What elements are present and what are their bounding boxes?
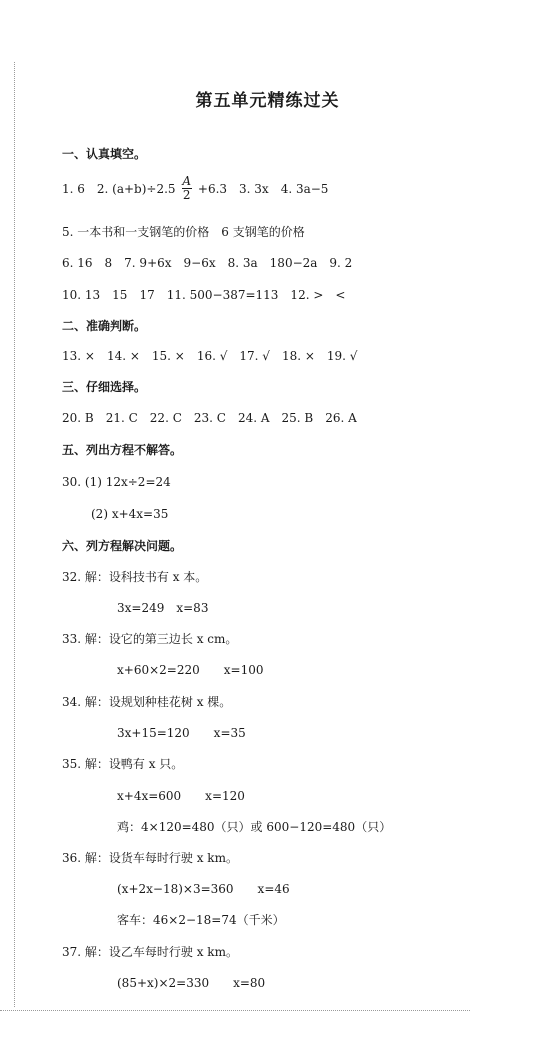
answer-line-34: 34. 解：设规划种桂花树 x 棵。 <box>62 695 232 709</box>
answer-line-37: 37. 解：设乙车每时行驶 x km。 <box>62 945 238 959</box>
answer-line-32-equation: 3x=249 x=83 <box>117 601 209 615</box>
answer-text: 1. 6 2. (a+b)÷2.5 <box>62 182 176 196</box>
answer-line-10-12: 10. 13 15 17 11. 500−387=113 12. > < <box>62 288 346 302</box>
answer-line-30-1: 30. (1) 12x÷2=24 <box>62 475 171 489</box>
answer-line-36-result: 客车：46×2−18=74（千米） <box>117 913 285 927</box>
answer-line-35-equation: x+4x=600 x=120 <box>117 789 245 803</box>
page-title: 第五单元精练过关 <box>195 91 340 111</box>
answer-line-20-26: 20. B 21. C 22. C 23. C 24. A 25. B 26. A <box>62 411 357 425</box>
answer-line-33: 33. 解：设它的第三边长 x cm。 <box>62 632 238 646</box>
answer-line-36-equation: (x+2x−18)×3=360 x=46 <box>117 882 290 896</box>
answer-line-35-result: 鸡：4×120=480（只）或 600−120=480（只） <box>117 820 392 834</box>
bottom-dotted-line <box>0 1010 470 1011</box>
answer-line-34-equation: 3x+15=120 x=35 <box>117 726 246 740</box>
answer-line-37-equation: (85+x)×2=330 x=80 <box>117 976 266 990</box>
answer-line-6-9: 6. 16 8 7. 9+6x 9−6x 8. 3a 180−2a 9. 2 <box>62 256 353 270</box>
margin-dotted-line <box>14 62 15 1007</box>
section-heading-word-problems: 六、列方程解决问题。 <box>62 539 183 553</box>
answer-line-1-4 <box>62 176 328 203</box>
fraction <box>181 175 192 202</box>
answer-line-5: 5. 一本书和一支钢笔的价格 6 支钢笔的价格 <box>62 225 305 239</box>
answer-line-33-equation: x+60×2=220 x=100 <box>117 663 264 677</box>
section-heading-judge: 二、准确判断。 <box>62 319 147 333</box>
answer-line-30-2: (2) x+4x=35 <box>91 507 169 521</box>
answer-text: +6.3 3. 3x 4. 3a−5 <box>197 182 329 196</box>
answer-line-36: 36. 解：设货车每时行驶 x km。 <box>62 851 238 865</box>
answer-line-35: 35. 解：设鸭有 x 只。 <box>62 757 184 771</box>
section-heading-equations: 五、列出方程不解答。 <box>62 443 183 457</box>
answer-line-13-19: 13. × 14. × 15. × 16. √ 17. √ 18. × 19. √ <box>62 349 358 363</box>
section-heading-fill-blanks: 一、认真填空。 <box>62 147 147 161</box>
answer-line-32: 32. 解：设科技书有 x 本。 <box>62 570 208 584</box>
fraction-numerator: A <box>182 174 192 188</box>
fraction-denominator: 2 <box>182 188 191 202</box>
section-heading-choice: 三、仔细选择。 <box>62 380 147 394</box>
